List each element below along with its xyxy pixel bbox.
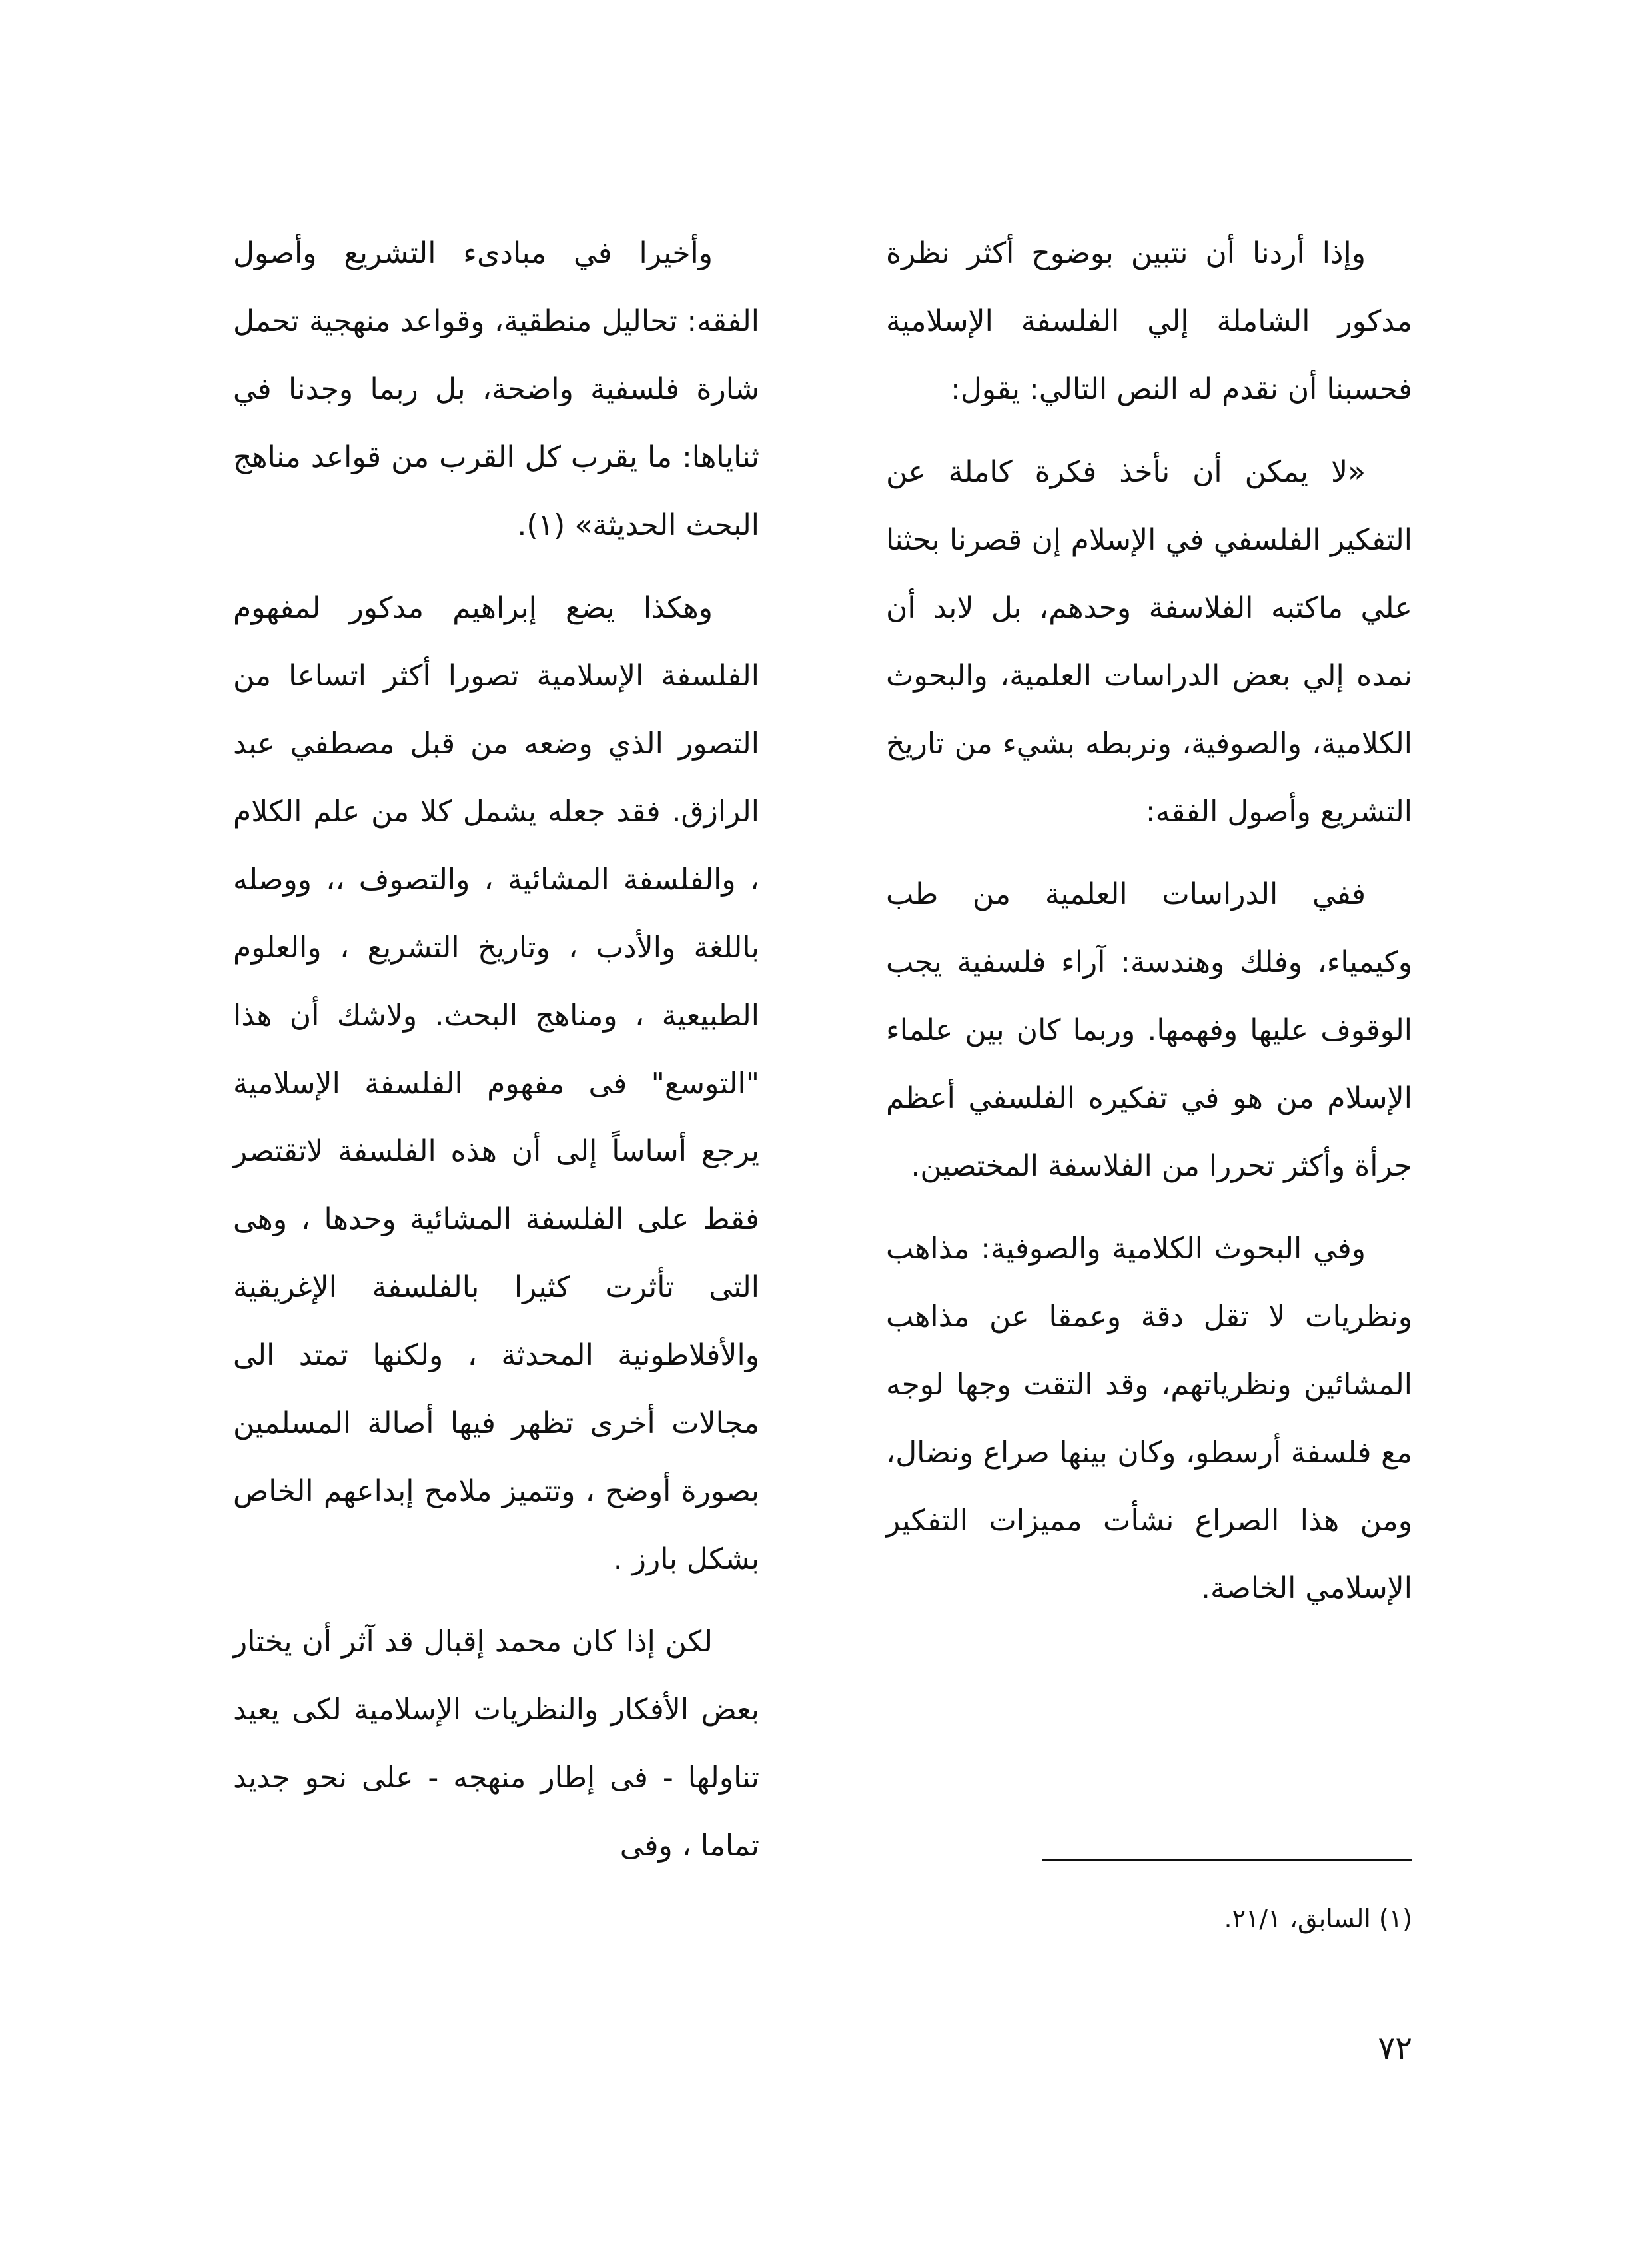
paragraph: وهكذا يضع إبراهيم مدكور لمفهوم الفلسفة الإسلامية تصورا أكثر اتساعا من التصور الذي وضعه من قبل مصطفي عبد الرازق. فقد جعله يشمل كلا من علم الكلام ، والفلسفة المشائية ، والتصوف ،، ووصله باللغة والأدب ، وتاريخ التشريع ، والعلوم الطبيعية ، ومناهج البحث. ولاشك أن هذا "التوسع" فى مفهوم الفلسفة الإسلامية يرجع أساساً إلى أن هذه الفلسفة لاتقتصر فقط على الفلسفة المشائية وحدها ، وهى التى تأثرت كثيرا بالفلسفة الإغريقية والأفلاطونية المحدثة ، ولكنها تمتد الى مجالات أخرى تظهر فيها أصالة المسلمين بصورة أوضح ، وتتميز ملامح إبداعهم الخاص بشكل بارز . (233, 591, 759, 1576)
footnote-divider (1042, 1859, 1412, 1861)
footnote: (١) السابق، ٢١/١. (1224, 1904, 1412, 1933)
paragraph: وفي البحوث الكلامية والصوفية: مذاهب ونظريات لا تقل دقة وعمقا عن مذاهب المشائين ونظرياتهم، وقد التقت وجها لوجه مع فلسفة أرسطو، وكان بينها صراع ونضال، ومن هذا الصراع نشأت مميزات التفكير الإسلامي الخاصة. (886, 1232, 1412, 1605)
left-text-column (233, 220, 759, 1895)
page-number: ٧٢ (1378, 2030, 1412, 2067)
paragraph: وأخيرا في مبادىء التشريع وأصول الفقه: تحاليل منطقية، وقواعد منهجية تحمل شارة فلسفية واضحة، بل ربما وجدنا في ثناياها: ما يقرب كل القرب من قواعد مناهج البحث الحديثة» (١). (233, 236, 759, 542)
quotation-paragraph: «لا يمكن أن نأخذ فكرة كاملة عن التفكير الفلسفي في الإسلام إن قصرنا بحثنا علي ماكتبه الفلاسفة وحدهم، بل لابد أن نمده إلي بعض الدراسات العلمية، والبحوث الكلامية، والصوفية، ونربطه بشيء من تاريخ التشريع وأصول الفقه: (886, 455, 1412, 829)
right-text-column (886, 220, 1412, 1637)
paragraph: وإذا أردنا أن نتبين بوضوح أكثر نظرة مدكور الشاملة إلي الفلسفة الإسلامية فحسبنا أن نقدم له النص التالي: يقول: (886, 236, 1412, 406)
paragraph: لكن إذا كان محمد إقبال قد آثر أن يختار بعض الأفكار والنظريات الإسلامية لكى يعيد تناولها - فى إطار منهجه - على نحو جديد تماما ، وفى (233, 1625, 759, 1863)
paragraph: ففي الدراسات العلمية من طب وكيمياء، وفلك وهندسة: آراء فلسفية يجب الوقوف عليها وفهمها. وربما كان بين علماء الإسلام من هو في تفكيره الفلسفي أعظم جرأة وأكثر تحررا من الفلاسفة المختصين. (886, 877, 1412, 1183)
